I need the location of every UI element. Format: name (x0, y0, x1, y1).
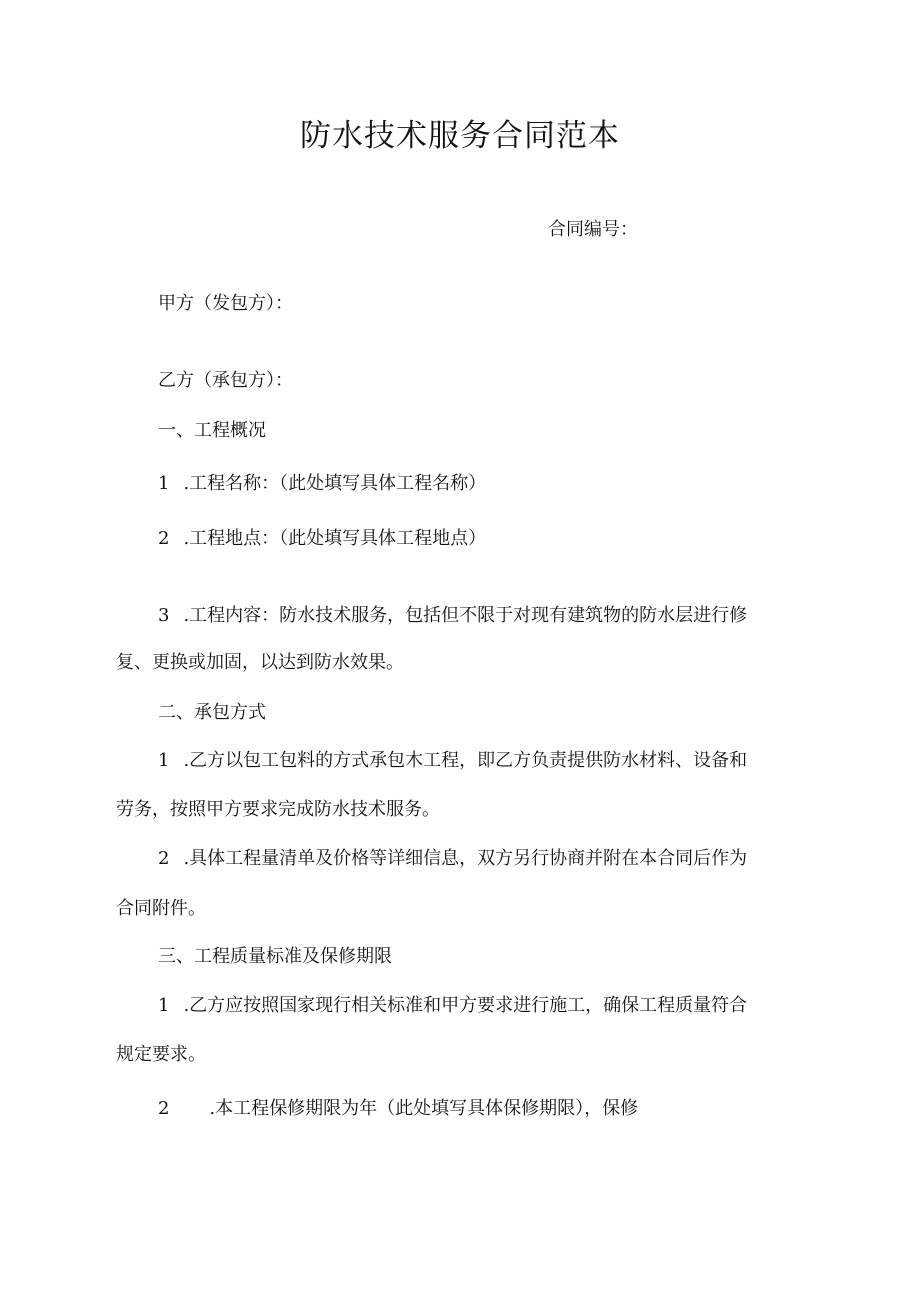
section-1-item-2 (158, 526, 486, 552)
section-2-item-2-continued: 合同附件。 (116, 898, 206, 919)
section-1-item-1 (158, 471, 486, 497)
item-number: 2 (158, 1098, 170, 1119)
item-number: 3 (158, 605, 170, 626)
party-b-label: 乙方（承包方）： (158, 370, 293, 391)
document-title: 防水技术服务合同范本 (300, 118, 620, 154)
item-number: 1 (158, 995, 170, 1016)
section-1-item-3-continued: 复、更换或加固，以达到防水效果。 (116, 652, 404, 673)
section-2-item-1 (158, 748, 747, 774)
section-2-heading: 二、承包方式 (158, 702, 266, 723)
item-number: 2 (158, 848, 170, 869)
item-text: .工程地点：（此处填写具体工程地点） (183, 528, 487, 549)
section-2-item-1-continued: 劳务，按照甲方要求完成防水技术服务。 (116, 799, 440, 820)
party-a-label: 甲方（发包方）： (158, 293, 293, 314)
item-number: 1 (158, 473, 170, 494)
section-3-heading: 三、工程质量标准及保修期限 (158, 946, 392, 967)
section-3-item-1 (158, 993, 747, 1019)
item-number: 1 (158, 750, 170, 771)
section-1-heading: 一、工程概况 (158, 420, 266, 441)
section-3-item-2 (158, 1096, 638, 1122)
item-text: .工程内容：防水技术服务，包括但不限于对现有建筑物的防水层进行修 (183, 605, 748, 626)
item-text: .工程名称：（此处填写具体工程名称） (183, 473, 487, 494)
item-text: .具体工程量清单及价格等详细信息，双方另行协商并附在本合同后作为 (183, 848, 748, 869)
item-text: .本工程保修期限为年（此处填写具体保修期限），保修 (209, 1098, 639, 1119)
item-text: .乙方以包工包料的方式承包木工程，即乙方负责提供防水材料、设备和 (183, 750, 748, 771)
item-number: 2 (158, 528, 170, 549)
contract-number-label: 合同编号： (548, 219, 638, 240)
section-2-item-2 (158, 846, 747, 872)
section-3-item-1-continued: 规定要求。 (116, 1044, 206, 1065)
item-text: .乙方应按照国家现行相关标准和甲方要求进行施工，确保工程质量符合 (183, 995, 748, 1016)
section-1-item-3 (158, 603, 747, 629)
